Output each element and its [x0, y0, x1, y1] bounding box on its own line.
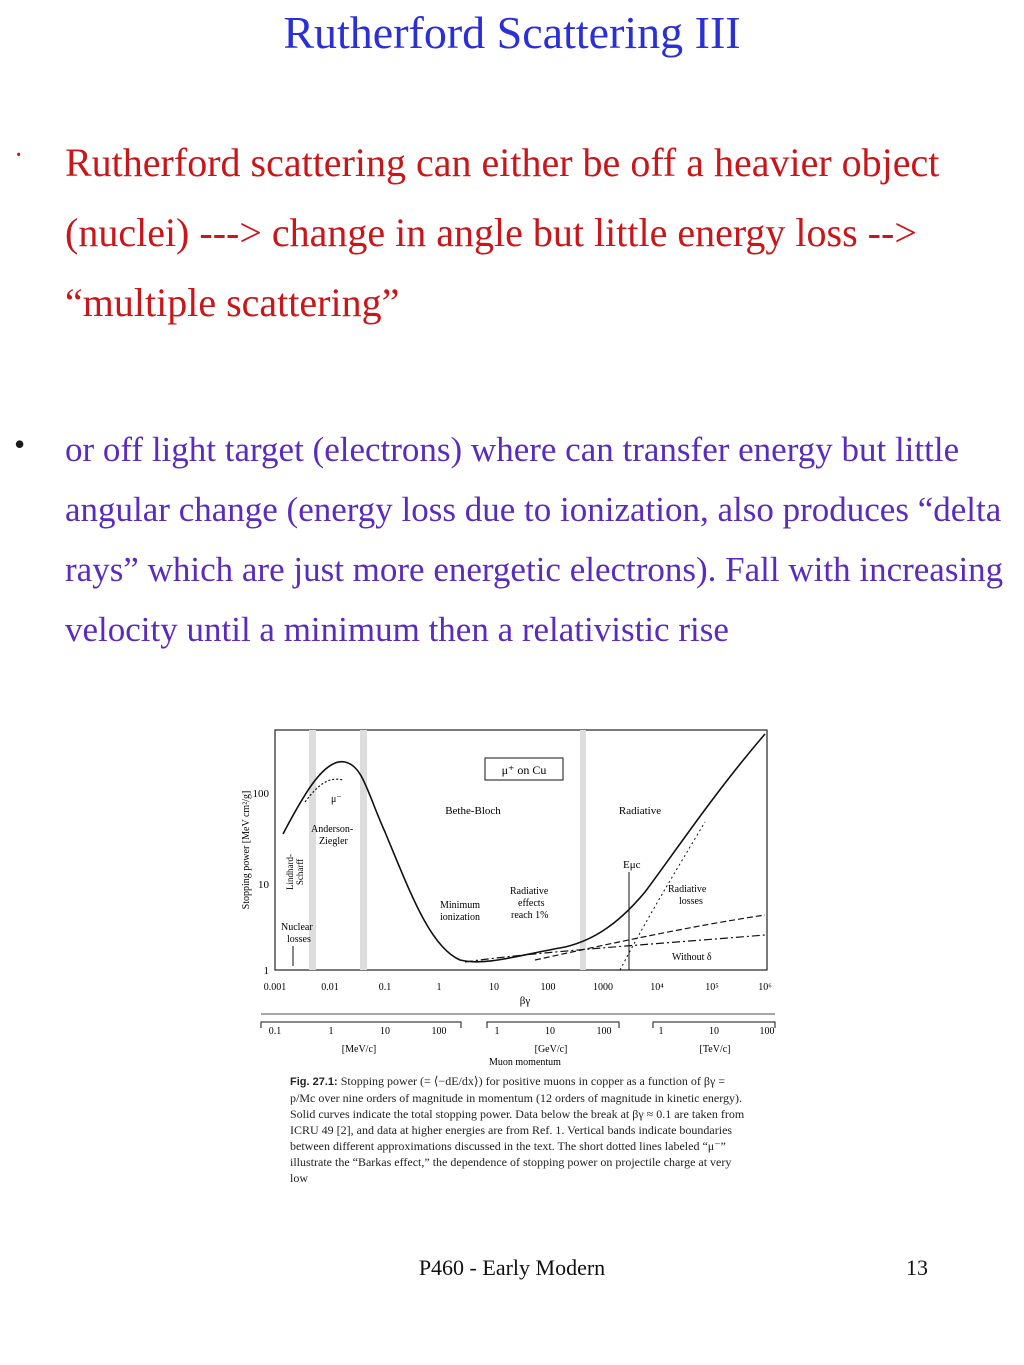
label-ionization: ionization	[440, 912, 480, 923]
label-rad-losses-1: Radiative	[668, 884, 707, 895]
band-radiative	[580, 730, 586, 970]
bullet-text: Rutherford scattering can either be off a heavier object (nuclei) ---> change in angle but little energy loss --> “multiple scattering”	[65, 140, 940, 325]
xtick: 0.001	[263, 982, 287, 993]
caption-label: Fig. 27.1:	[290, 1076, 338, 1088]
x-axis-label: βγ	[519, 995, 531, 1007]
label-minimum: Minimum	[440, 900, 481, 911]
page-number: 13	[906, 1255, 928, 1280]
label-lindhard: Lindhard-	[285, 854, 295, 890]
unit-tev: [TeV/c]	[699, 1044, 731, 1055]
scale-tick: 1	[494, 1026, 500, 1037]
unit-mev: [MeV/c]	[341, 1044, 377, 1055]
xtick: 10⁵	[705, 982, 719, 993]
scale-tick: 100	[431, 1026, 447, 1037]
label-scharff: Scharff	[295, 858, 305, 886]
xtick: 0.1	[378, 982, 392, 993]
label-rad-effects-2: effects	[518, 898, 545, 909]
xtick: 10⁴	[650, 982, 664, 993]
xtick: 0.01	[321, 982, 339, 993]
scale-tick: 1	[328, 1026, 334, 1037]
caption-text: Stopping power (= ⟨−dE/dx⟩) for positive muons in copper as a function of βγ = p/Mc over nine orders of magnitude in momentum (12 orders of magnitude in kinetic energy). Solid curves indicate the total stopping power. Data below the break at βγ ≈ 0.1 are taken from ICRU 49 [2], and data at higher energies are from Ref. 1. Vertical bands indicate boundaries between different approximations discussed in the text. The short dotted lines labeled “μ⁻” illustrate the “Barkas effect,” the dependence of stopping power on projectile charge at very low	[290, 1074, 745, 1185]
scale-tick: 100	[759, 1026, 775, 1037]
scale-tick: 10	[380, 1026, 390, 1037]
label-nuclear: Nuclear	[281, 922, 313, 933]
unit-gev: [GeV/c]	[534, 1044, 568, 1055]
region-radiative: Radiative	[618, 805, 662, 817]
ytick-10: 10	[258, 879, 269, 891]
xtick: 1000	[593, 982, 613, 993]
bullet-text: or off light target (electrons) where can transfer energy but little angular change (energy loss due to ionization, also produces “delta rays” which are just more energetic electrons). Fall with increasing velocity until a minimum then a relativistic rise	[65, 430, 1004, 649]
label-e-mu-c: Eμc	[623, 859, 641, 871]
label-rad-effects-1: Radiative	[510, 886, 549, 897]
legend-text: μ⁺ on Cu	[501, 763, 547, 777]
slide-title: Rutherford Scattering III	[283, 7, 741, 58]
label-without-delta: Without δ	[672, 952, 712, 963]
scale-tick: 10	[709, 1026, 719, 1037]
label-rad-losses-2: losses	[679, 896, 703, 907]
xtick: 1	[436, 982, 442, 993]
label-mu-minus: μ⁻	[331, 794, 342, 805]
y-axis-label: Stopping power [MeV cm²/g]	[241, 790, 252, 910]
footer-course: P460 - Early Modern	[418, 1255, 606, 1280]
label-losses: losses	[287, 934, 311, 945]
ytick-100: 100	[252, 788, 269, 800]
scale-tick: 1	[658, 1026, 664, 1037]
xtick: 10⁶	[758, 982, 772, 993]
band-anderson	[360, 730, 367, 970]
region-bethe-bloch: Bethe-Bloch	[445, 805, 501, 817]
label-anderson: Anderson-	[311, 824, 354, 835]
momentum-label: Muon momentum	[489, 1057, 561, 1068]
xtick: 100	[540, 982, 556, 993]
scale-tick: 100	[596, 1026, 612, 1037]
figure-caption	[290, 1073, 750, 1186]
bullet-mark: •	[14, 426, 26, 462]
xtick: 10	[489, 982, 499, 993]
label-rad-effects-3: reach 1%	[511, 910, 549, 921]
scale-tick: 10	[545, 1026, 555, 1037]
scale-tick: 0.1	[268, 1026, 282, 1037]
stopping-power-plot	[235, 722, 785, 1072]
label-ziegler: Ziegler	[319, 836, 348, 847]
bullet-mark: ·	[14, 140, 24, 171]
ytick-1: 1	[263, 965, 269, 977]
